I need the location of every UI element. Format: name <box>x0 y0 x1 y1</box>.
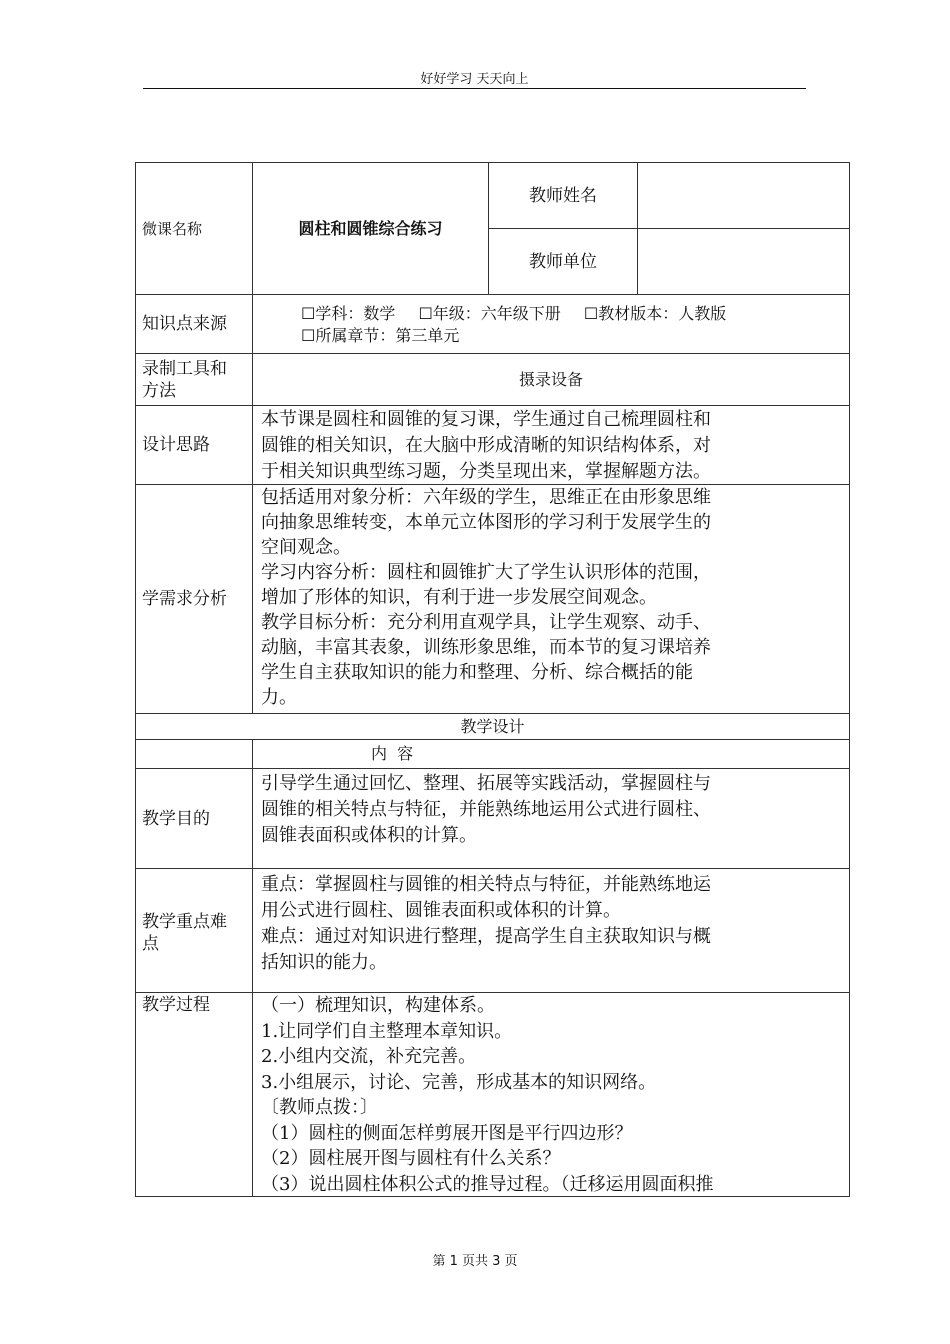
needs-analysis-label-text: 学需求分析 <box>142 589 227 609</box>
content-header-text: 内 容 <box>371 744 414 763</box>
subject-text: 学科：数学 <box>315 304 396 323</box>
checkbox-icon: ☐ <box>301 304 316 323</box>
teacher-unit-label <box>488 228 638 295</box>
teaching-process-label-text: 教学过程 <box>142 995 210 1015</box>
knowledge-source-label-text: 知识点来源 <box>142 314 227 334</box>
teaching-goal-value <box>252 768 850 869</box>
course-name-value <box>252 162 489 295</box>
content-header <box>252 739 850 769</box>
needs-line: 增加了形体的知识，有利于进一步发展空间观念。 <box>261 587 657 608</box>
teaching-process-value <box>252 992 850 1197</box>
needs-analysis-label <box>135 484 253 714</box>
tools-value <box>252 353 850 406</box>
process-line: （1）圆柱的侧面怎样剪展开图是平行四边形？ <box>261 1122 633 1144</box>
key-points-label <box>135 868 253 993</box>
teacher-name-value <box>637 162 850 229</box>
goal-line: 圆锥表面积或体积的计算。 <box>261 825 477 846</box>
grade-text: 年级：六年级下册 <box>432 304 561 323</box>
page-header: 好好学习 天天向上 <box>420 72 529 87</box>
process-line: （2）圆柱展开图与圆柱有什么关系？ <box>261 1148 561 1169</box>
teaching-design-heading-text: 教学设计 <box>460 716 525 736</box>
process-line: 2.小组内交流，补充完善。 <box>261 1046 477 1067</box>
needs-line: 动脑，丰富其表象，训练形象思维，而本节的复习课培养 <box>261 637 711 658</box>
course-name-label-text: 微课名称 <box>142 219 203 238</box>
teaching-goal-label <box>135 768 253 869</box>
key-line: 重点：掌握圆柱与圆锥的相关特点与特征，并能熟练地运 <box>261 874 711 895</box>
header-rule <box>143 88 806 89</box>
process-line: （3）说出圆柱体积公式的推导过程。（迁移运用圆面积推 <box>261 1173 714 1195</box>
teaching-goal-label-text: 教学目的 <box>142 808 210 829</box>
needs-line: 学习内容分析：圆柱和圆锥扩大了学生认识形体的范围， <box>261 562 711 583</box>
edition-text: 教材版本：人教版 <box>598 304 727 323</box>
key-line: 用公式进行圆柱、圆锥表面积或体积的计算。 <box>261 900 621 921</box>
design-idea-line: 于相关知识典型练习题，分类呈现出来，掌握解题方法。 <box>261 461 711 482</box>
key-line: 难点：通过对知识进行整理，提高学生自主获取知识与概 <box>261 926 711 947</box>
key-line: 括知识的能力。 <box>261 952 387 973</box>
knowledge-source-value <box>252 294 850 354</box>
checkbox-icon: ☐ <box>418 304 433 323</box>
checkbox-icon: ☐ <box>301 326 316 345</box>
design-idea-label <box>135 405 253 485</box>
tools-value-text: 摄录设备 <box>518 369 583 389</box>
process-line: （一）梳理知识，构建体系。 <box>261 995 495 1016</box>
course-name-label <box>135 162 253 295</box>
design-idea-line: 圆锥的相关知识，在大脑中形成清晰的知识结构体系，对 <box>261 435 711 456</box>
needs-line: 包括适用对象分析：六年级的学生，思维正在由形象思维 <box>261 487 711 508</box>
course-name-value-text: 圆柱和圆锥综合练习 <box>298 218 443 238</box>
tools-label <box>135 353 253 406</box>
process-line: 3.小组展示，讨论、完善，形成基本的知识网络。 <box>261 1071 657 1093</box>
design-idea-value <box>252 405 850 485</box>
page-footer: 第 1 页共 3 页 <box>432 1254 518 1269</box>
needs-line: 空间观念。 <box>261 537 351 558</box>
needs-line: 向抽象思维转变，本单元立体图形的学习利于发展学生的 <box>261 512 711 533</box>
tools-label-line-2: 方法 <box>142 381 176 401</box>
knowledge-source-line-2 <box>301 325 849 347</box>
design-idea-label-text: 设计思路 <box>142 435 210 455</box>
needs-line: 力。 <box>261 687 297 708</box>
teacher-unit-value <box>637 228 850 295</box>
tools-label-line-1: 录制工具和 <box>142 359 227 379</box>
knowledge-source-label <box>135 294 253 354</box>
key-points-value <box>252 868 850 993</box>
content-header-blank <box>135 739 253 769</box>
teacher-unit-label-text: 教师单位 <box>529 251 597 272</box>
needs-line: 教学目标分析：充分利用直观学具，让学生观察、动手、 <box>261 612 711 633</box>
teacher-name-label-text: 教师姓名 <box>529 185 597 206</box>
goal-line: 圆锥的相关特点与特征，并能熟练地运用公式进行圆柱、 <box>261 799 711 820</box>
chapter-text: 所属章节：第三单元 <box>315 326 460 345</box>
goal-line: 引导学生通过回忆、整理、拓展等实践活动，掌握圆柱与 <box>261 773 711 794</box>
needs-analysis-value <box>252 484 850 714</box>
teacher-name-label <box>488 162 638 229</box>
needs-line: 学生自主获取知识的能力和整理、分析、综合概括的能 <box>261 662 693 683</box>
teaching-process-label <box>135 992 253 1197</box>
key-points-label-line-2: 点 <box>142 934 159 954</box>
knowledge-source-line-1 <box>301 303 849 325</box>
checkbox-icon: ☐ <box>583 304 599 323</box>
process-line: 1.让同学们自主整理本章知识。 <box>261 1020 513 1042</box>
process-line: 〔教师点拨：〕 <box>261 1097 378 1118</box>
design-idea-line: 本节课是圆柱和圆锥的复习课，学生通过自己梳理圆柱和 <box>261 409 711 430</box>
teaching-design-heading <box>135 713 850 740</box>
key-points-label-line-1: 教学重点难 <box>142 912 227 932</box>
